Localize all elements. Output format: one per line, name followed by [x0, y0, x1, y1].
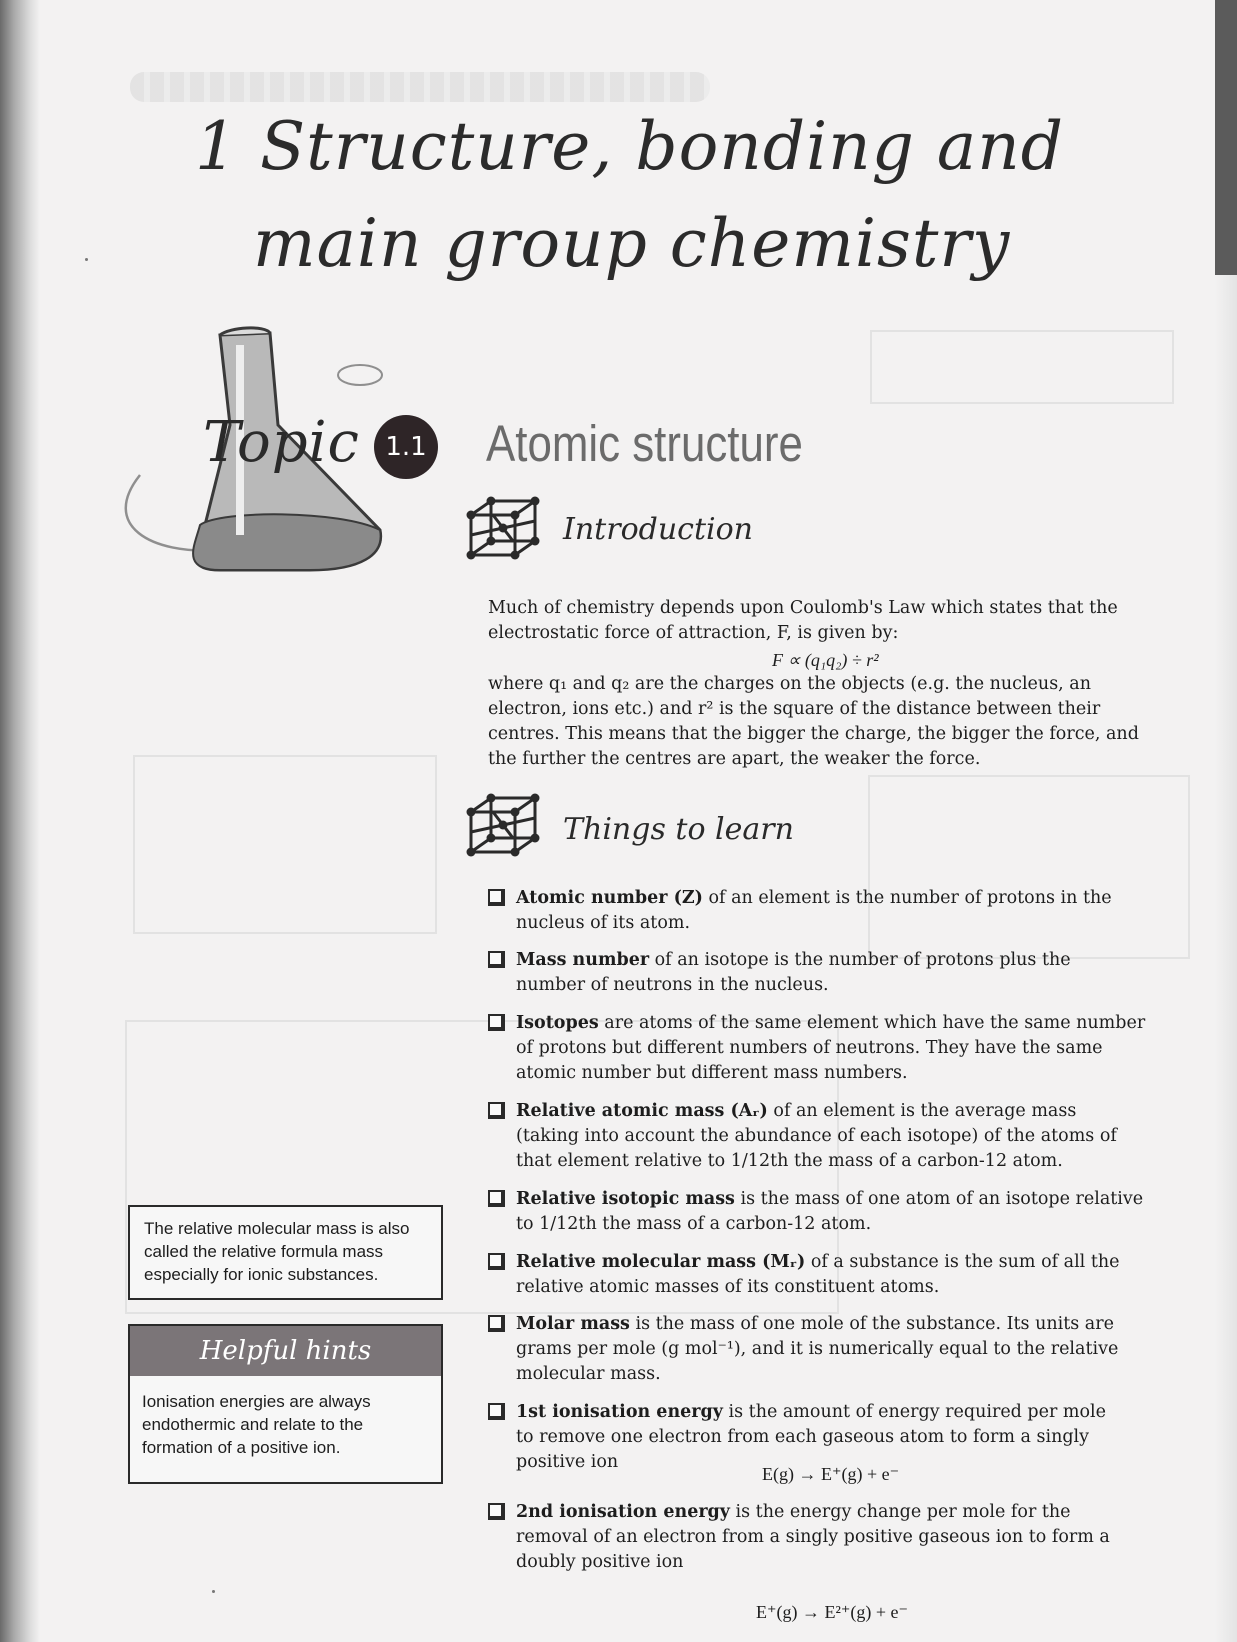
- topic-label: Topic: [203, 410, 360, 475]
- helpful-hints-box: [128, 1324, 443, 1484]
- checkbox-icon: [488, 1315, 505, 1332]
- checkbox-icon: [488, 1253, 505, 1270]
- learn-item-line: doubly positive ion: [516, 1552, 684, 1572]
- topic-number-badge: 1.1: [374, 415, 438, 479]
- learn-item-line: is the energy change per mole for the: [735, 1502, 1071, 1522]
- paragraph-line: centres. This means that the bigger the charge, the bigger the force, and: [488, 724, 1139, 744]
- checkbox-icon: [488, 1503, 505, 1520]
- learn-item-line: is the mass of one mole of the substance. Its units are: [635, 1314, 1114, 1334]
- show-through-header: [130, 72, 710, 102]
- introduction-heading: Introduction: [563, 512, 753, 547]
- chapter-title-line-1: 1 Structure, bonding and: [195, 108, 1065, 185]
- show-through-box: [133, 755, 437, 934]
- learn-item-line: of an isotope is the number of protons plus the: [654, 950, 1071, 970]
- learn-item-term: 1st ionisation energy: [516, 1402, 723, 1422]
- learn-item-line: number of neutrons in the nucleus.: [516, 975, 829, 995]
- paragraph-line: the further the centres are apart, the weaker the force.: [488, 749, 981, 769]
- learn-item-line: relative atomic masses of its constituent atoms.: [516, 1277, 940, 1297]
- checkbox-icon: [488, 1190, 505, 1207]
- learn-item-line: atomic number but different mass numbers.: [516, 1063, 908, 1083]
- helpful-hints-heading: Helpful hints: [130, 1326, 441, 1376]
- learn-item-text: [516, 1099, 1176, 1174]
- learn-item-term: Isotopes: [516, 1013, 599, 1033]
- side-note-line: The relative molecular mass is also: [144, 1219, 410, 1238]
- scan-speck: [85, 258, 88, 261]
- learn-item-text: [516, 1250, 1176, 1300]
- learn-item-line: grams per mole (g mol⁻¹), and it is numerically equal to the relative: [516, 1339, 1119, 1359]
- ionisation-equation-2: E⁺(g) → E²⁺(g) + e⁻: [756, 1602, 909, 1622]
- things-to-learn-heading: Things to learn: [563, 812, 794, 847]
- paragraph-line: where q₁ and q₂ are the charges on the objects (e.g. the nucleus, an: [488, 674, 1091, 694]
- learn-item-term: Relative atomic mass (Aᵣ): [516, 1101, 768, 1121]
- learn-item-line: of an element is the average mass: [773, 1101, 1077, 1121]
- paragraph-line: electron, ions etc.) and r² is the square of the distance between their: [488, 699, 1101, 719]
- learn-item-line: of a substance is the sum of all the: [810, 1252, 1120, 1272]
- learn-item-line: of protons but different numbers of neutrons. They have the same: [516, 1038, 1103, 1058]
- side-note-box: [128, 1205, 443, 1300]
- learn-item-line: are atoms of the same element which have the same number: [604, 1013, 1146, 1033]
- paragraph-line: electrostatic force of attraction, F, is given by:: [488, 623, 899, 643]
- side-note-line: called the relative formula mass: [144, 1242, 384, 1261]
- learn-item-text: [516, 1011, 1176, 1086]
- learn-item-term: Relative isotopic mass: [516, 1189, 735, 1209]
- checkbox-icon: [488, 1014, 505, 1031]
- show-through-box: [870, 330, 1174, 404]
- learn-item-line: is the amount of energy required per mole: [728, 1402, 1107, 1422]
- hint-line: Ionisation energies are always: [142, 1392, 371, 1411]
- learn-item-line: molecular mass.: [516, 1364, 661, 1384]
- learn-item-line: of an element is the number of protons in the: [708, 888, 1112, 908]
- learn-item-line: to 1/12th the mass of a carbon-12 atom.: [516, 1214, 872, 1234]
- learn-item-text: [516, 1312, 1176, 1387]
- hint-line: endothermic and relate to the: [142, 1415, 364, 1434]
- learn-item-line: that element relative to 1/12th the mass of a carbon-12 atom.: [516, 1151, 1063, 1171]
- lattice-cube-icon: [465, 792, 541, 858]
- book-spine-shadow: [0, 0, 40, 1642]
- side-note-line: especially for ionic substances.: [144, 1265, 379, 1284]
- lattice-cube-icon: [465, 495, 541, 561]
- learn-item-text: [516, 1500, 1176, 1575]
- helpful-hints-body: [130, 1376, 441, 1473]
- scan-speck: [212, 1590, 215, 1593]
- checkbox-icon: [488, 1102, 505, 1119]
- learn-item-line: positive ion: [516, 1452, 619, 1472]
- checkbox-icon: [488, 889, 505, 906]
- learn-item-line: is the mass of one atom of an isotope relative: [740, 1189, 1144, 1209]
- introduction-explanation: [488, 672, 1188, 772]
- learn-item-term: Molar mass: [516, 1314, 630, 1334]
- learn-item-text: [516, 948, 1176, 998]
- learn-item-text: [516, 886, 1176, 936]
- learn-item-line: to remove one electron from each gaseous atom to form a singly: [516, 1427, 1090, 1447]
- topic-title: Atomic structure: [486, 415, 803, 472]
- checkbox-icon: [488, 951, 505, 968]
- hint-line: formation of a positive ion.: [142, 1438, 341, 1457]
- learn-item-term: Atomic number (Z): [516, 888, 703, 908]
- learn-item-line: (taking into account the abundance of each isotope) of the atoms of: [516, 1126, 1117, 1146]
- ionisation-equation-1: E(g) → E⁺(g) + e⁻: [762, 1464, 900, 1484]
- learn-item-term: Mass number: [516, 950, 650, 970]
- learn-item-term: 2nd ionisation energy: [516, 1502, 730, 1522]
- learn-item-line: removal of an electron from a singly positive gaseous ion to form a: [516, 1527, 1110, 1547]
- page-edge-tab: [1215, 0, 1237, 275]
- learn-item-line: nucleus of its atom.: [516, 913, 691, 933]
- chapter-title-line-2: main group chemistry: [253, 205, 1011, 282]
- checkbox-icon: [488, 1403, 505, 1420]
- learn-item-term: Relative molecular mass (Mᵣ): [516, 1252, 806, 1272]
- introduction-paragraph: [488, 596, 1188, 646]
- page-edge-fade: [1215, 275, 1237, 1642]
- paragraph-line: Much of chemistry depends upon Coulomb's Law which states that the: [488, 598, 1118, 618]
- learn-item-text: [516, 1187, 1176, 1237]
- coulomb-law-formula: F ∝ (q₁q₂) ÷ r²: [772, 650, 879, 670]
